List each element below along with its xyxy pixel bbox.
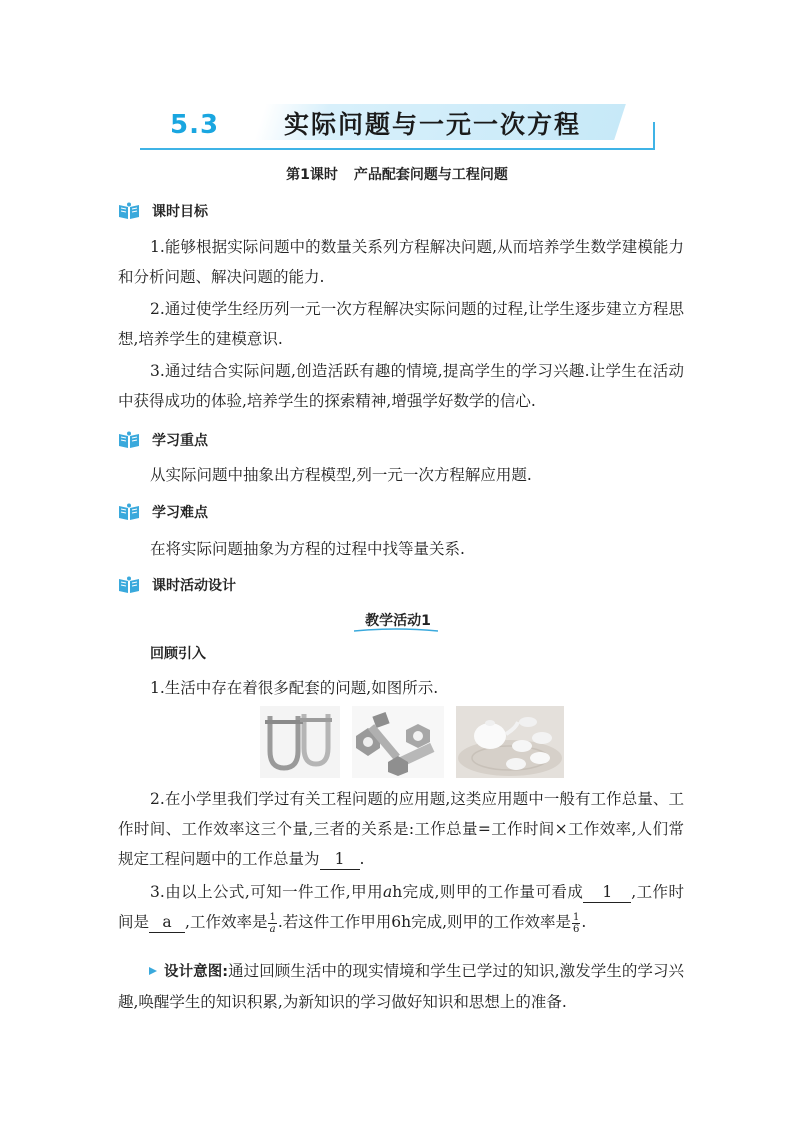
design-intent-label: 设计意图: xyxy=(164,964,229,980)
lesson-number: 第1课时 xyxy=(286,167,338,183)
difficulties-heading-label: 学习难点 xyxy=(152,505,208,521)
item-3-part-2: h完成,则甲的工作量可看成 xyxy=(392,883,584,901)
fraction-1-over-6 xyxy=(572,912,580,935)
goals-heading xyxy=(118,200,208,222)
design-heading xyxy=(118,574,236,596)
header-rule-end xyxy=(653,122,655,150)
goals-heading-label: 课时目标 xyxy=(152,204,208,220)
activity-item-3 xyxy=(118,877,684,937)
item-3-part-3: ,工作时间是 xyxy=(118,883,684,931)
item-3-part-4: ,工作效率是 xyxy=(185,913,268,931)
section-title: 实际问题与一元一次方程 xyxy=(284,110,582,139)
activity-title: 教学活动1 xyxy=(365,613,431,629)
section-header xyxy=(140,100,660,160)
open-book-icon xyxy=(118,576,140,594)
design-intent-text: 通过回顾生活中的现实情境和学生已学过的知识,激发学生的学习兴趣,唤醒学生的知识积累,为新知识的学习做好知识和思想上的准备. xyxy=(118,962,684,1011)
activity-item-2 xyxy=(118,784,684,874)
item-3-part-5: .若这件工作甲用6h完成,则甲的工作效率是 xyxy=(277,913,572,931)
fraction-denominator: a xyxy=(269,923,276,935)
key-points-heading-label: 学习重点 xyxy=(152,433,208,449)
activity-item-1: 1.生活中存在着很多配套的问题,如图所示. xyxy=(150,679,439,697)
open-book-icon xyxy=(118,503,140,521)
activity-item-2-text: 2.在小学里我们学过有关工程问题的应用题,这类应用题中一般有工作总量、工作时间、工作效率这三个量,三者的关系是:工作总量=工作时间×工作效率,人们常规定工程问题中的工作总量为 xyxy=(118,790,684,868)
goal-item-3: 3.通过结合实际问题,创造活跃有趣的情境,提高学生的学习兴趣.让学生在活动中获得成功的体验,培养学生的探索精神,增强学好数学的信心. xyxy=(118,362,684,410)
u-bolt-photo xyxy=(260,706,340,778)
header-rule xyxy=(140,148,655,150)
key-points-heading xyxy=(118,429,208,451)
goal-item-2: 2.通过使学生经历列一元一次方程解决实际问题的过程,让学生逐步建立方程思想,培养学生的建模意识. xyxy=(118,300,684,348)
difficulties-heading xyxy=(118,501,208,523)
triangle-bullet-icon xyxy=(148,966,158,976)
fraction-1-over-a xyxy=(268,912,276,935)
fraction-numerator: 1 xyxy=(269,911,276,923)
lesson-subtitle xyxy=(0,164,794,184)
intro-label: 回顾引入 xyxy=(150,646,206,662)
fraction-denominator: 6 xyxy=(573,923,580,935)
answer-blank: 1 xyxy=(320,849,360,870)
answer-blank: a xyxy=(149,912,185,933)
teapot-cups-photo xyxy=(456,706,564,778)
fraction-numerator: 1 xyxy=(573,911,580,923)
section-number: 5.3 xyxy=(170,110,220,140)
key-points-text: 从实际问题中抽象出方程模型,列一元一次方程解应用题. xyxy=(150,466,532,484)
answer-blank: 1 xyxy=(583,882,631,903)
item-3-part-1: 3.由以上公式,可知一件工作,甲用 xyxy=(150,883,384,901)
design-heading-label: 课时活动设计 xyxy=(152,578,236,594)
goal-item-1: 1.能够根据实际问题中的数量关系列方程解决问题,从而培养学生数学建模能力和分析问题、解决问题的能力. xyxy=(118,238,684,286)
activity-title-underline xyxy=(354,628,438,632)
open-book-icon xyxy=(118,431,140,449)
open-book-icon xyxy=(118,202,140,220)
activity-item-2-end: . xyxy=(359,850,365,868)
difficulties-text: 在将实际问题抽象为方程的过程中找等量关系. xyxy=(150,540,465,558)
lesson-topic: 产品配套问题与工程问题 xyxy=(353,167,508,183)
item-3-var-a: a xyxy=(383,883,393,901)
item-3-part-6: . xyxy=(581,913,587,931)
bolts-nuts-photo xyxy=(352,706,444,778)
design-intent xyxy=(118,956,684,1017)
